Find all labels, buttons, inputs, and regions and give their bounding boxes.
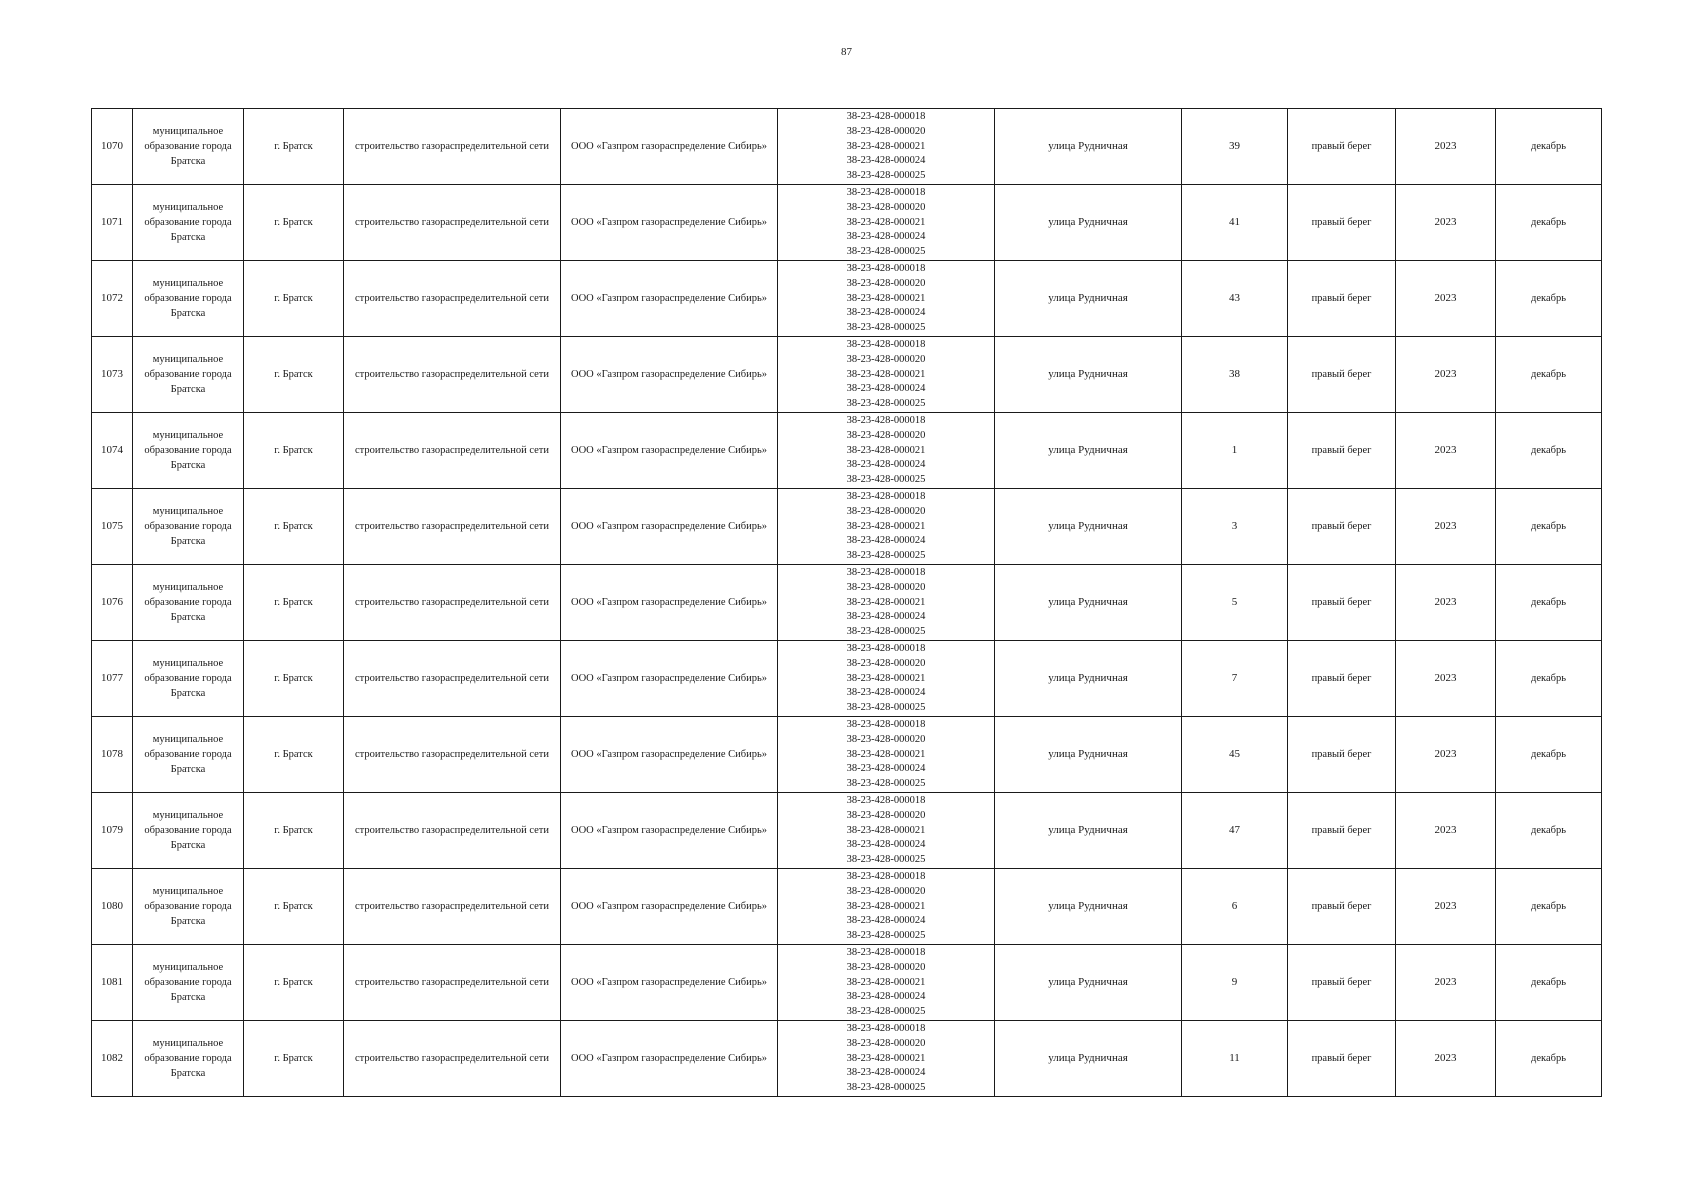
year-cell: 2023 bbox=[1396, 185, 1496, 261]
cadastral-code: 38-23-428-000020 bbox=[846, 429, 926, 441]
city-cell: г. Братск bbox=[244, 565, 344, 641]
city-cell: г. Братск bbox=[244, 109, 344, 185]
river-bank-cell: правый берег bbox=[1288, 109, 1396, 185]
row-number: 1079 bbox=[92, 793, 133, 869]
cadastral-code: 38-23-428-000025 bbox=[846, 398, 926, 410]
month-cell: декабрь bbox=[1496, 869, 1602, 945]
cadastral-code: 38-23-428-000025 bbox=[846, 170, 926, 182]
year-cell: 2023 bbox=[1396, 869, 1496, 945]
cadastral-code: 38-23-428-000018 bbox=[846, 567, 926, 578]
cadastral-code: 38-23-428-000018 bbox=[846, 643, 926, 654]
table-row bbox=[92, 793, 1602, 869]
river-bank-cell: правый берег bbox=[1288, 1021, 1396, 1097]
cadastral-codes-cell bbox=[778, 337, 995, 413]
river-bank-cell: правый берег bbox=[1288, 641, 1396, 717]
cadastral-code: 38-23-428-000024 bbox=[846, 155, 926, 167]
street-cell: улица Рудничная bbox=[995, 793, 1182, 869]
work-type-cell: строительство газораспределительной сети bbox=[344, 489, 561, 565]
cadastral-code: 38-23-428-000024 bbox=[846, 915, 926, 927]
cadastral-code: 38-23-428-000025 bbox=[846, 626, 926, 638]
cadastral-code: 38-23-428-000020 bbox=[846, 733, 926, 745]
cadastral-code: 38-23-428-000018 bbox=[846, 795, 926, 806]
river-bank-cell: правый берег bbox=[1288, 945, 1396, 1021]
municipality-cell: муниципальное образование города Братска bbox=[133, 337, 244, 413]
city-cell: г. Братск bbox=[244, 413, 344, 489]
month-cell: декабрь bbox=[1496, 793, 1602, 869]
table-row bbox=[92, 565, 1602, 641]
year-cell: 2023 bbox=[1396, 489, 1496, 565]
cadastral-code: 38-23-428-000018 bbox=[846, 1023, 926, 1034]
work-type-cell: строительство газораспределительной сети bbox=[344, 109, 561, 185]
year-cell: 2023 bbox=[1396, 641, 1496, 717]
cadastral-code: 38-23-428-000021 bbox=[846, 748, 926, 760]
month-cell: декабрь bbox=[1496, 945, 1602, 1021]
cadastral-code: 38-23-428-000024 bbox=[846, 383, 926, 395]
municipality-cell: муниципальное образование города Братска bbox=[133, 185, 244, 261]
cadastral-codes-cell bbox=[778, 185, 995, 261]
cadastral-code: 38-23-428-000021 bbox=[846, 1052, 926, 1064]
cadastral-code: 38-23-428-000024 bbox=[846, 687, 926, 699]
registry-body bbox=[92, 109, 1602, 1097]
row-number: 1078 bbox=[92, 717, 133, 793]
street-cell: улица Рудничная bbox=[995, 261, 1182, 337]
month-cell: декабрь bbox=[1496, 1021, 1602, 1097]
cadastral-code: 38-23-428-000025 bbox=[846, 1006, 926, 1018]
row-number: 1080 bbox=[92, 869, 133, 945]
table-row bbox=[92, 717, 1602, 793]
row-number: 1082 bbox=[92, 1021, 133, 1097]
municipality-cell: муниципальное образование города Братска bbox=[133, 413, 244, 489]
work-type-cell: строительство газораспределительной сети bbox=[344, 185, 561, 261]
city-cell: г. Братск bbox=[244, 717, 344, 793]
cadastral-code: 38-23-428-000020 bbox=[846, 505, 926, 517]
house-number-cell: 1 bbox=[1182, 413, 1288, 489]
house-number-cell: 43 bbox=[1182, 261, 1288, 337]
organization-cell: ООО «Газпром газораспределение Сибирь» bbox=[561, 717, 778, 793]
cadastral-code: 38-23-428-000020 bbox=[846, 277, 926, 289]
work-type-cell: строительство газораспределительной сети bbox=[344, 413, 561, 489]
municipality-cell: муниципальное образование города Братска bbox=[133, 261, 244, 337]
street-cell: улица Рудничная bbox=[995, 717, 1182, 793]
cadastral-codes-cell bbox=[778, 261, 995, 337]
cadastral-code: 38-23-428-000024 bbox=[846, 535, 926, 547]
cadastral-code: 38-23-428-000021 bbox=[846, 444, 926, 456]
city-cell: г. Братск bbox=[244, 641, 344, 717]
table-row bbox=[92, 489, 1602, 565]
cadastral-code: 38-23-428-000025 bbox=[846, 1082, 926, 1094]
river-bank-cell: правый берег bbox=[1288, 717, 1396, 793]
year-cell: 2023 bbox=[1396, 261, 1496, 337]
work-type-cell: строительство газораспределительной сети bbox=[344, 261, 561, 337]
city-cell: г. Братск bbox=[244, 945, 344, 1021]
cadastral-codes-cell bbox=[778, 793, 995, 869]
cadastral-code: 38-23-428-000021 bbox=[846, 520, 926, 532]
page-number: 87 bbox=[841, 46, 852, 58]
row-number: 1077 bbox=[92, 641, 133, 717]
month-cell: декабрь bbox=[1496, 717, 1602, 793]
table-row bbox=[92, 945, 1602, 1021]
organization-cell: ООО «Газпром газораспределение Сибирь» bbox=[561, 565, 778, 641]
month-cell: декабрь bbox=[1496, 413, 1602, 489]
work-type-cell: строительство газораспределительной сети bbox=[344, 337, 561, 413]
cadastral-code: 38-23-428-000018 bbox=[846, 263, 926, 274]
organization-cell: ООО «Газпром газораспределение Сибирь» bbox=[561, 641, 778, 717]
cadastral-code: 38-23-428-000024 bbox=[846, 307, 926, 319]
row-number: 1074 bbox=[92, 413, 133, 489]
municipality-cell: муниципальное образование города Братска bbox=[133, 565, 244, 641]
cadastral-code: 38-23-428-000020 bbox=[846, 353, 926, 365]
cadastral-code: 38-23-428-000021 bbox=[846, 216, 926, 228]
organization-cell: ООО «Газпром газораспределение Сибирь» bbox=[561, 945, 778, 1021]
cadastral-code: 38-23-428-000025 bbox=[846, 474, 926, 486]
cadastral-code: 38-23-428-000021 bbox=[846, 824, 926, 836]
year-cell: 2023 bbox=[1396, 945, 1496, 1021]
cadastral-code: 38-23-428-000018 bbox=[846, 111, 926, 122]
municipality-cell: муниципальное образование города Братска bbox=[133, 109, 244, 185]
cadastral-code: 38-23-428-000020 bbox=[846, 1037, 926, 1049]
cadastral-code: 38-23-428-000025 bbox=[846, 702, 926, 714]
cadastral-code: 38-23-428-000025 bbox=[846, 854, 926, 866]
cadastral-code: 38-23-428-000020 bbox=[846, 961, 926, 973]
cadastral-codes-cell bbox=[778, 1021, 995, 1097]
cadastral-codes-cell bbox=[778, 717, 995, 793]
year-cell: 2023 bbox=[1396, 565, 1496, 641]
cadastral-code: 38-23-428-000020 bbox=[846, 885, 926, 897]
organization-cell: ООО «Газпром газораспределение Сибирь» bbox=[561, 185, 778, 261]
municipality-cell: муниципальное образование города Братска bbox=[133, 869, 244, 945]
row-number: 1070 bbox=[92, 109, 133, 185]
cadastral-codes-cell bbox=[778, 109, 995, 185]
city-cell: г. Братск bbox=[244, 869, 344, 945]
month-cell: декабрь bbox=[1496, 565, 1602, 641]
row-number: 1076 bbox=[92, 565, 133, 641]
river-bank-cell: правый берег bbox=[1288, 869, 1396, 945]
house-number-cell: 45 bbox=[1182, 717, 1288, 793]
cadastral-code: 38-23-428-000018 bbox=[846, 339, 926, 350]
organization-cell: ООО «Газпром газораспределение Сибирь» bbox=[561, 261, 778, 337]
river-bank-cell: правый берег bbox=[1288, 185, 1396, 261]
house-number-cell: 6 bbox=[1182, 869, 1288, 945]
cadastral-code: 38-23-428-000020 bbox=[846, 581, 926, 593]
table-row bbox=[92, 1021, 1602, 1097]
city-cell: г. Братск bbox=[244, 793, 344, 869]
street-cell: улица Рудничная bbox=[995, 489, 1182, 565]
cadastral-code: 38-23-428-000021 bbox=[846, 292, 926, 304]
city-cell: г. Братск bbox=[244, 337, 344, 413]
month-cell: декабрь bbox=[1496, 261, 1602, 337]
table-row bbox=[92, 261, 1602, 337]
municipality-cell: муниципальное образование города Братска bbox=[133, 793, 244, 869]
street-cell: улица Рудничная bbox=[995, 1021, 1182, 1097]
house-number-cell: 38 bbox=[1182, 337, 1288, 413]
table-row bbox=[92, 185, 1602, 261]
month-cell: декабрь bbox=[1496, 337, 1602, 413]
month-cell: декабрь bbox=[1496, 185, 1602, 261]
table-row bbox=[92, 641, 1602, 717]
river-bank-cell: правый берег bbox=[1288, 413, 1396, 489]
cadastral-code: 38-23-428-000024 bbox=[846, 231, 926, 243]
cadastral-codes-cell bbox=[778, 641, 995, 717]
work-type-cell: строительство газораспределительной сети bbox=[344, 717, 561, 793]
table-row bbox=[92, 413, 1602, 489]
cadastral-code: 38-23-428-000018 bbox=[846, 187, 926, 198]
street-cell: улица Рудничная bbox=[995, 945, 1182, 1021]
month-cell: декабрь bbox=[1496, 489, 1602, 565]
river-bank-cell: правый берег bbox=[1288, 261, 1396, 337]
street-cell: улица Рудничная bbox=[995, 185, 1182, 261]
house-number-cell: 5 bbox=[1182, 565, 1288, 641]
cadastral-code: 38-23-428-000018 bbox=[846, 871, 926, 882]
cadastral-codes-cell bbox=[778, 489, 995, 565]
cadastral-code: 38-23-428-000024 bbox=[846, 991, 926, 1003]
municipality-cell: муниципальное образование города Братска bbox=[133, 945, 244, 1021]
table-row bbox=[92, 869, 1602, 945]
row-number: 1071 bbox=[92, 185, 133, 261]
cadastral-code: 38-23-428-000024 bbox=[846, 763, 926, 775]
year-cell: 2023 bbox=[1396, 1021, 1496, 1097]
cadastral-code: 38-23-428-000020 bbox=[846, 657, 926, 669]
house-number-cell: 41 bbox=[1182, 185, 1288, 261]
cadastral-code: 38-23-428-000018 bbox=[846, 947, 926, 958]
cadastral-code: 38-23-428-000020 bbox=[846, 809, 926, 821]
cadastral-codes-cell bbox=[778, 945, 995, 1021]
year-cell: 2023 bbox=[1396, 337, 1496, 413]
cadastral-codes-cell bbox=[778, 565, 995, 641]
street-cell: улица Рудничная bbox=[995, 413, 1182, 489]
organization-cell: ООО «Газпром газораспределение Сибирь» bbox=[561, 489, 778, 565]
street-cell: улица Рудничная bbox=[995, 337, 1182, 413]
municipality-cell: муниципальное образование города Братска bbox=[133, 717, 244, 793]
cadastral-code: 38-23-428-000021 bbox=[846, 976, 926, 988]
cadastral-code: 38-23-428-000025 bbox=[846, 246, 926, 258]
work-type-cell: строительство газораспределительной сети bbox=[344, 1021, 561, 1097]
year-cell: 2023 bbox=[1396, 413, 1496, 489]
cadastral-code: 38-23-428-000024 bbox=[846, 1067, 926, 1079]
row-number: 1075 bbox=[92, 489, 133, 565]
house-number-cell: 47 bbox=[1182, 793, 1288, 869]
work-type-cell: строительство газораспределительной сети bbox=[344, 793, 561, 869]
cadastral-codes-cell bbox=[778, 869, 995, 945]
house-number-cell: 7 bbox=[1182, 641, 1288, 717]
house-number-cell: 11 bbox=[1182, 1021, 1288, 1097]
house-number-cell: 9 bbox=[1182, 945, 1288, 1021]
month-cell: декабрь bbox=[1496, 641, 1602, 717]
organization-cell: ООО «Газпром газораспределение Сибирь» bbox=[561, 869, 778, 945]
row-number: 1073 bbox=[92, 337, 133, 413]
cadastral-code: 38-23-428-000021 bbox=[846, 140, 926, 152]
cadastral-code: 38-23-428-000021 bbox=[846, 672, 926, 684]
river-bank-cell: правый берег bbox=[1288, 565, 1396, 641]
municipality-cell: муниципальное образование города Братска bbox=[133, 489, 244, 565]
organization-cell: ООО «Газпром газораспределение Сибирь» bbox=[561, 1021, 778, 1097]
cadastral-code: 38-23-428-000025 bbox=[846, 930, 926, 942]
river-bank-cell: правый берег bbox=[1288, 793, 1396, 869]
city-cell: г. Братск bbox=[244, 261, 344, 337]
cadastral-code: 38-23-428-000025 bbox=[846, 550, 926, 562]
work-type-cell: строительство газораспределительной сети bbox=[344, 565, 561, 641]
house-number-cell: 39 bbox=[1182, 109, 1288, 185]
organization-cell: ООО «Газпром газораспределение Сибирь» bbox=[561, 793, 778, 869]
cadastral-code: 38-23-428-000024 bbox=[846, 839, 926, 851]
work-type-cell: строительство газораспределительной сети bbox=[344, 641, 561, 717]
month-cell: декабрь bbox=[1496, 109, 1602, 185]
cadastral-codes-cell bbox=[778, 413, 995, 489]
cadastral-code: 38-23-428-000018 bbox=[846, 491, 926, 502]
work-type-cell: строительство газораспределительной сети bbox=[344, 869, 561, 945]
house-number-cell: 3 bbox=[1182, 489, 1288, 565]
row-number: 1081 bbox=[92, 945, 133, 1021]
year-cell: 2023 bbox=[1396, 109, 1496, 185]
street-cell: улица Рудничная bbox=[995, 109, 1182, 185]
cadastral-code: 38-23-428-000018 bbox=[846, 719, 926, 730]
cadastral-code: 38-23-428-000021 bbox=[846, 596, 926, 608]
cadastral-code: 38-23-428-000025 bbox=[846, 322, 926, 334]
cadastral-code: 38-23-428-000021 bbox=[846, 368, 926, 380]
row-number: 1072 bbox=[92, 261, 133, 337]
municipality-cell: муниципальное образование города Братска bbox=[133, 641, 244, 717]
river-bank-cell: правый берег bbox=[1288, 489, 1396, 565]
organization-cell: ООО «Газпром газораспределение Сибирь» bbox=[561, 413, 778, 489]
organization-cell: ООО «Газпром газораспределение Сибирь» bbox=[561, 109, 778, 185]
street-cell: улица Рудничная bbox=[995, 565, 1182, 641]
table-row bbox=[92, 109, 1602, 185]
cadastral-code: 38-23-428-000020 bbox=[846, 125, 926, 137]
street-cell: улица Рудничная bbox=[995, 869, 1182, 945]
city-cell: г. Братск bbox=[244, 489, 344, 565]
river-bank-cell: правый берег bbox=[1288, 337, 1396, 413]
cadastral-code: 38-23-428-000020 bbox=[846, 201, 926, 213]
cadastral-code: 38-23-428-000025 bbox=[846, 778, 926, 790]
registry-table bbox=[91, 108, 1602, 1097]
city-cell: г. Братск bbox=[244, 1021, 344, 1097]
street-cell: улица Рудничная bbox=[995, 641, 1182, 717]
cadastral-code: 38-23-428-000018 bbox=[846, 415, 926, 426]
cadastral-code: 38-23-428-000024 bbox=[846, 459, 926, 471]
cadastral-code: 38-23-428-000024 bbox=[846, 611, 926, 623]
municipality-cell: муниципальное образование города Братска bbox=[133, 1021, 244, 1097]
city-cell: г. Братск bbox=[244, 185, 344, 261]
table-row bbox=[92, 337, 1602, 413]
organization-cell: ООО «Газпром газораспределение Сибирь» bbox=[561, 337, 778, 413]
cadastral-code: 38-23-428-000021 bbox=[846, 900, 926, 912]
year-cell: 2023 bbox=[1396, 793, 1496, 869]
year-cell: 2023 bbox=[1396, 717, 1496, 793]
work-type-cell: строительство газораспределительной сети bbox=[344, 945, 561, 1021]
